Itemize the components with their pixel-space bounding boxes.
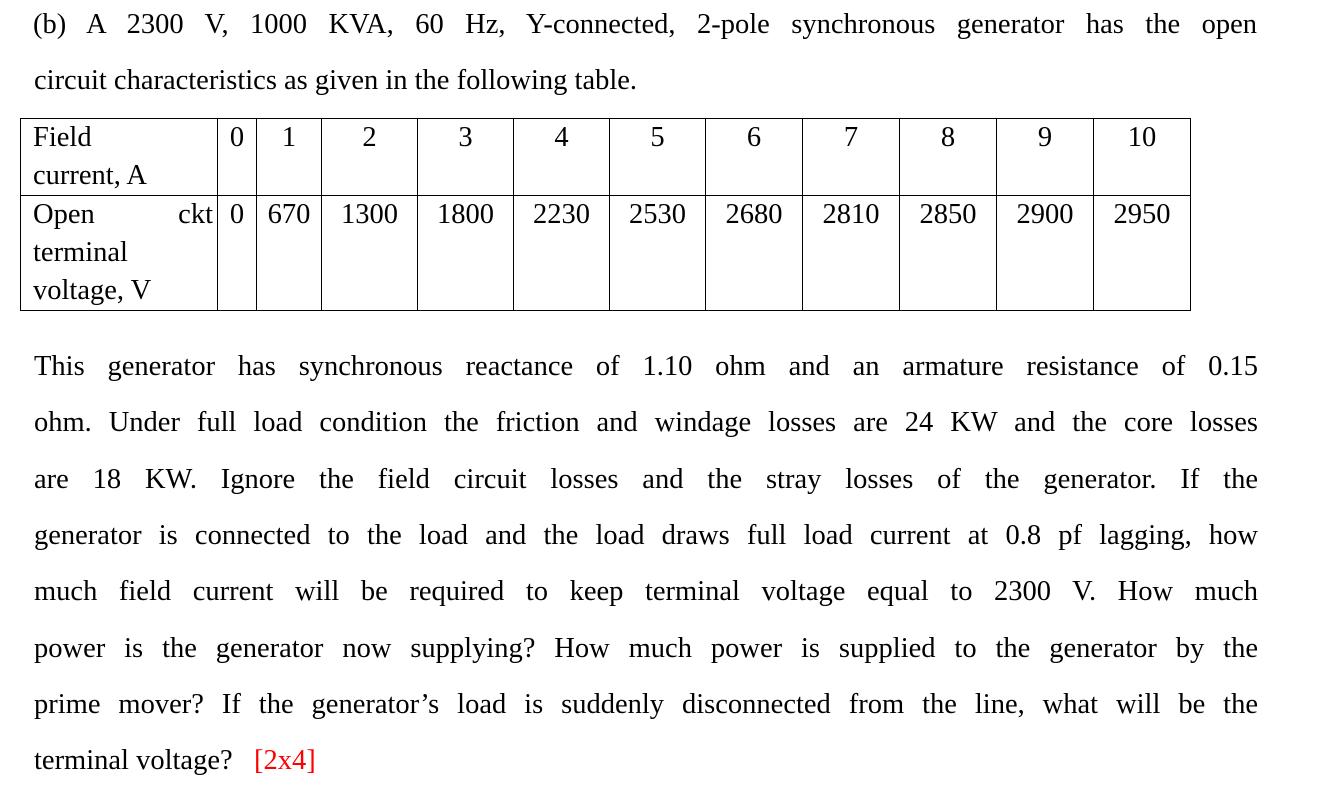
paragraph-line: much field current will be required to keep terminal voltage equal to 2300 V. How much	[34, 576, 1258, 607]
table-cell: 4	[514, 119, 610, 196]
table-cell: 8	[900, 119, 997, 196]
table-cell: 7	[803, 119, 900, 196]
row-header-line: terminal	[33, 237, 128, 268]
row-header-word: Open	[33, 199, 95, 230]
table-row-field-current	[21, 119, 1191, 196]
table-cell: 2680	[706, 196, 803, 311]
row-header-line: current, A	[33, 160, 147, 191]
table-cell: 0	[218, 119, 257, 196]
row-header-line: Field	[33, 122, 92, 153]
table-cell: 2900	[997, 196, 1094, 311]
row-header-line	[33, 196, 213, 234]
paragraph-line: generator is connected to the load and the load draws full load current at 0.8 pf lagging, how	[34, 520, 1258, 551]
table-cell: 10	[1094, 119, 1191, 196]
row-header-line: voltage, V	[33, 275, 152, 306]
table-cell: 0	[218, 196, 257, 311]
paragraph-line: This generator has synchronous reactance of 1.10 ohm and an armature resistance of 0.15	[34, 351, 1258, 382]
row-header-open-circuit-voltage	[21, 196, 218, 311]
paragraph-last-line	[34, 744, 316, 778]
occ-table	[20, 118, 1191, 311]
intro-line: (b) A 2300 V, 1000 KVA, 60 Hz, Y-connected, 2-pole synchronous generator has the open	[33, 9, 1257, 40]
table-cell: 1	[257, 119, 322, 196]
intro-line: circuit characteristics as given in the following table.	[34, 65, 638, 96]
table-cell: 3	[418, 119, 514, 196]
row-header-word: ckt	[178, 199, 213, 230]
paragraph-line: power is the generator now supplying? How much power is supplied to the generator by the	[34, 633, 1258, 664]
table-cell: 6	[706, 119, 803, 196]
paragraph-text: terminal voltage?	[34, 745, 233, 776]
table-cell: 2530	[610, 196, 706, 311]
table-cell: 2810	[803, 196, 900, 311]
table-cell: 1300	[322, 196, 418, 311]
paragraph-line: ohm. Under full load condition the friction and windage losses are 24 KW and the core losses	[34, 407, 1258, 438]
paragraph-line: prime mover? If the generator’s load is suddenly disconnected from the line, what will be the	[34, 689, 1258, 720]
table-cell: 670	[257, 196, 322, 311]
table-row-open-circuit-voltage	[21, 196, 1191, 311]
table-cell: 9	[997, 119, 1094, 196]
table-cell: 2230	[514, 196, 610, 311]
table-cell: 1800	[418, 196, 514, 311]
table-cell: 2850	[900, 196, 997, 311]
row-header-field-current	[21, 119, 218, 196]
marks-label: [2x4]	[254, 745, 316, 776]
table-cell: 2950	[1094, 196, 1191, 311]
table-cell: 2	[322, 119, 418, 196]
table-cell: 5	[610, 119, 706, 196]
paragraph-line: are 18 KW. Ignore the field circuit losses and the stray losses of the generator. If the	[34, 464, 1258, 495]
